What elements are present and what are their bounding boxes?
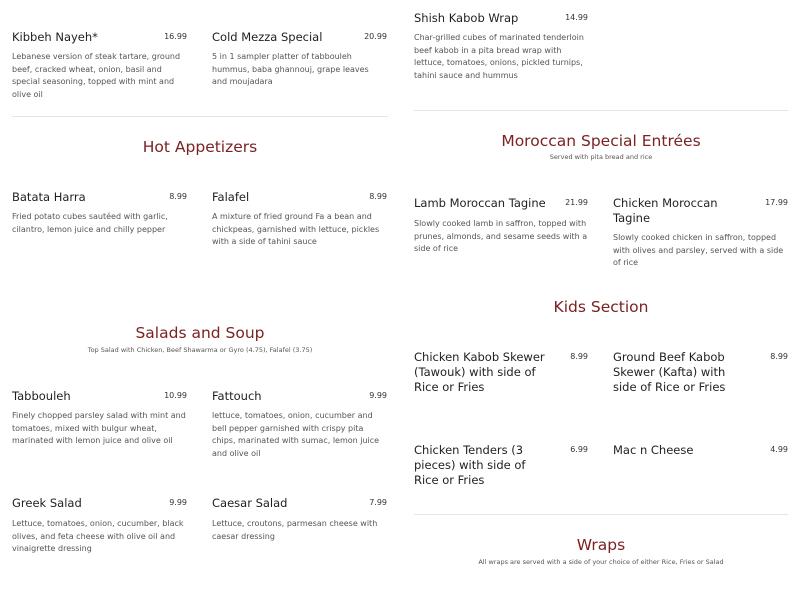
menu-item-price: 9.99 bbox=[369, 391, 387, 400]
section-subtitle: Served with pita bread and rice bbox=[549, 153, 653, 161]
section-subtitle: All wraps are served with a side of your choice of either Rice, Fries or Salad bbox=[478, 558, 724, 566]
section-title: Hot Appetizers bbox=[142, 138, 258, 156]
menu-item-description: Char-grilled cubes of marinated tenderloin beef kabob in a pita bread wrap with lettuce, tomatoes, onions, pickled turnips, tahini sauce and hummus bbox=[414, 33, 584, 80]
menu-item-description: Slowly cooked lamb in saffron, topped with prunes, almonds, and sesame seeds with a side of rice bbox=[414, 219, 588, 253]
menu-item-description: Finely chopped parsley salad with mint and tomatoes, mixed with bulgur wheat, marinated with lemon juice and olive oil bbox=[12, 411, 186, 445]
menu-item-description: Lebanese version of steak tartare, ground beef, cracked wheat, onion, basil and special seasoning, topped with mint and olive oil bbox=[12, 52, 181, 99]
menu-item-price: 6.99 bbox=[570, 445, 588, 454]
menu-item-name: Batata Harra bbox=[12, 190, 86, 204]
menu-item-name: Shish Kabob Wrap bbox=[414, 11, 519, 25]
menu-item-name: Chicken Kabob Skewer (Tawouk) with side of Rice or Fries bbox=[414, 350, 545, 394]
menu-item-name: Chicken Moroccan Tagine bbox=[613, 196, 718, 225]
menu-item-price: 8.99 bbox=[570, 352, 588, 361]
section-subtitle: Top Salad with Chicken, Beef Shawarma or Gyro (4.75), Falafel (3.75) bbox=[87, 346, 313, 354]
menu-item-name: Chicken Tenders (3 pieces) with side of Rice or Fries bbox=[414, 443, 526, 487]
menu-item-price: 8.99 bbox=[369, 192, 387, 201]
menu-item-price: 4.99 bbox=[770, 445, 788, 454]
section-divider bbox=[414, 514, 788, 515]
menu-item-price: 7.99 bbox=[369, 498, 387, 507]
menu-item-name: Ground Beef Kabob Skewer (Kafta) with side of Rice or Fries bbox=[613, 350, 726, 394]
menu-item-price: 20.99 bbox=[364, 32, 387, 41]
menu-item-name: Cold Mezza Special bbox=[212, 30, 323, 44]
menu-item-description: Lettuce, tomatoes, onion, cucumber, black olives, and feta cheese with olive oil and vinaigrette dressing bbox=[12, 519, 184, 553]
menu-item-price: 17.99 bbox=[765, 198, 788, 207]
menu-item-name: Caesar Salad bbox=[212, 496, 288, 510]
section-divider bbox=[12, 116, 388, 117]
menu-item-price: 9.99 bbox=[169, 498, 187, 507]
menu-item-price: 16.99 bbox=[164, 32, 187, 41]
menu-item-description: lettuce, tomatoes, onion, cucumber and bell pepper garnished with crispy pita chips, marinated with sumac, lemon juice and olive oil bbox=[212, 411, 380, 458]
menu-item-name: Tabbouleh bbox=[12, 389, 71, 403]
menu-item-price: 8.99 bbox=[169, 192, 187, 201]
section-divider bbox=[414, 110, 788, 111]
menu-item-price: 8.99 bbox=[770, 352, 788, 361]
menu-item-description: 5 in 1 sampler platter of tabbouleh hummus, baba ghannouj, grape leaves and moujadara bbox=[212, 52, 369, 86]
menu-item-name: Lamb Moroccan Tagine bbox=[414, 196, 546, 210]
menu-item-description: A mixture of fried ground Fa a bean and chickpeas, garnished with lettuce, pickles with a side of tahini sauce bbox=[212, 212, 380, 246]
section-title: Kids Section bbox=[553, 298, 649, 316]
menu-item-price: 10.99 bbox=[164, 391, 187, 400]
menu-item-name: Fattouch bbox=[212, 389, 262, 403]
menu-item-name: Kibbeh Nayeh* bbox=[12, 30, 98, 44]
menu-item-description: Fried potato cubes sautéed with garlic, cilantro, lemon juice and chilly pepper bbox=[12, 212, 168, 234]
menu-item-name: Mac n Cheese bbox=[613, 443, 694, 457]
menu-item-price: 21.99 bbox=[565, 198, 588, 207]
section-title: Moroccan Special Entrées bbox=[501, 132, 701, 150]
menu-item-price: 14.99 bbox=[565, 13, 588, 22]
menu-item-description: Slowly cooked chicken in saffron, topped with olives and parsley, served with a side of rice bbox=[613, 233, 784, 267]
menu-item-description: Lettuce, croutons, parmesan cheese with caesar dressing bbox=[212, 519, 378, 541]
menu-item-name: Greek Salad bbox=[12, 496, 82, 510]
section-title: Salads and Soup bbox=[135, 324, 265, 342]
section-title: Wraps bbox=[576, 536, 626, 554]
menu-item-name: Falafel bbox=[212, 190, 250, 204]
